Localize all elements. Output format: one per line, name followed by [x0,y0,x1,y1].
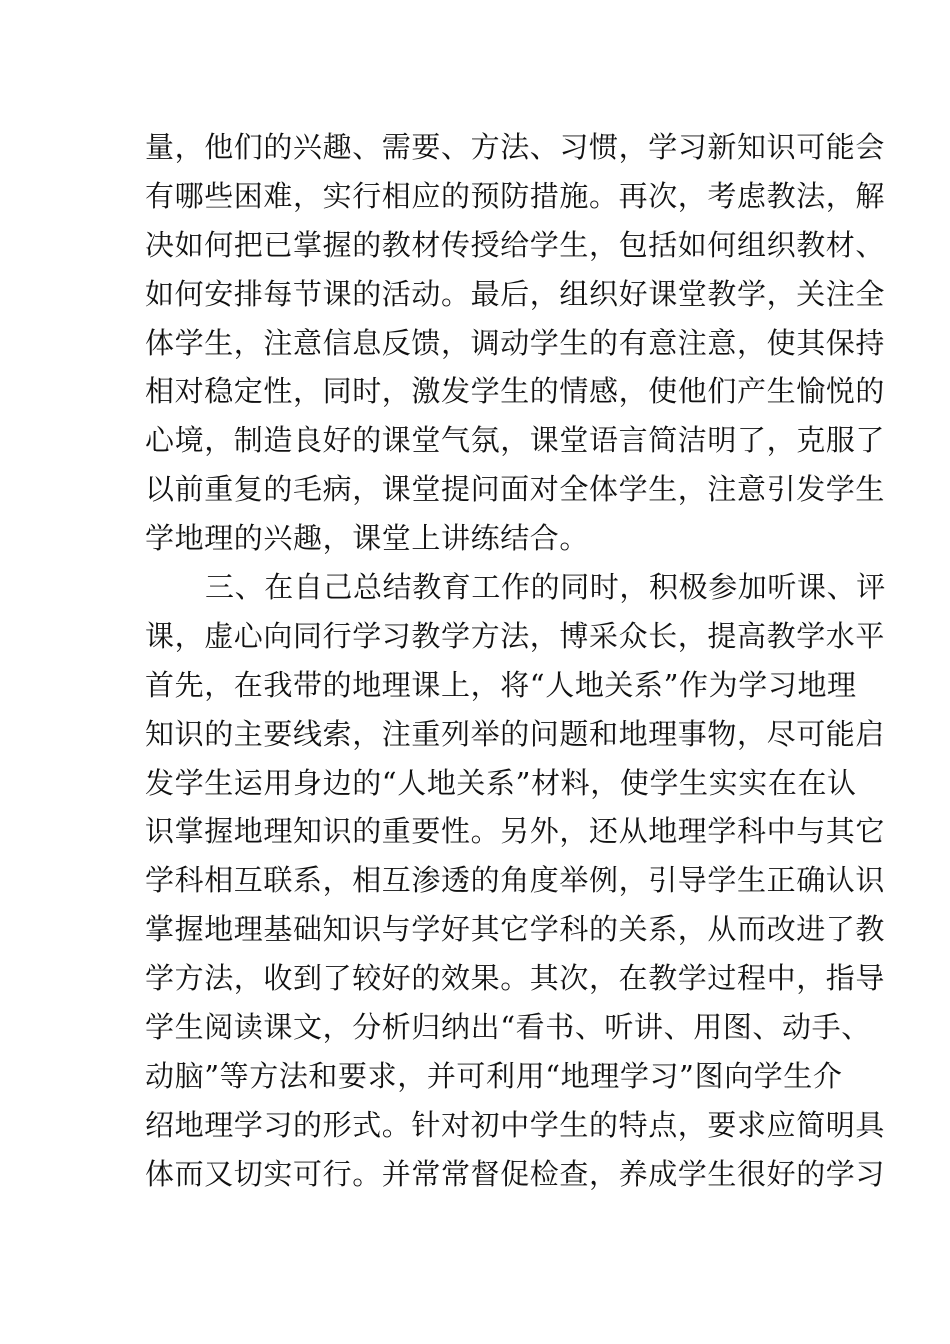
text-line-8: 以前重复的毛病，课堂提问面对全体学生，注意引发学生 [145,472,886,507]
text-line-14: 发学生运用身边的“人地关系”材料，使学生实实在在认 [145,765,857,800]
text-line-7: 心境，制造良好的课堂气氛，课堂语言简洁明了，克服了 [145,423,886,458]
text-line-15: 识掌握地理知识的重要性。另外，还从地理学科中与其它 [145,814,886,849]
text-line-21: 绍地理学习的形式。针对初中学生的特点，要求应简明具 [145,1107,886,1142]
paragraph-three-start: 三、在自己总结教育工作的同时，积极参加听课、评 [205,570,886,605]
body-text [145,123,886,1199]
text-line-13: 知识的主要线索，注重列举的问题和地理事物，尽可能启 [145,716,886,751]
text-line-1: 量，他们的兴趣、需要、方法、习惯，学习新知识可能会 [145,130,886,164]
text-line-9: 学地理的兴趣，课堂上讲练结合。 [145,521,590,556]
text-line-11: 课，虚心向同行学习教学方法，博采众长，提高教学水平 [145,618,886,653]
text-line-4: 如何安排每节课的活动。最后，组织好课堂教学，关注全 [145,276,886,311]
text-line-12: 首先，在我带的地理课上，将“人地关系”作为学习地理 [145,667,857,702]
text-line-20: 动脑”等方法和要求，并可利用“地理学习”图向学生介 [145,1058,843,1093]
text-line-5: 体学生，注意信息反馈，调动学生的有意注意，使其保持 [145,325,886,360]
text-line-22: 体而又切实可行。并常常督促检查，养成学生很好的学习 [145,1156,886,1191]
text-line-17: 掌握地理基础知识与学好其它学科的关系，从而改进了教 [145,912,886,947]
text-line-19: 学生阅读课文，分析归纳出“看书、听讲、用图、动手、 [145,1010,871,1045]
text-line-3: 决如何把已掌握的教材传授给学生，包括如何组织教材、 [145,227,886,262]
text-line-18: 学方法，收到了较好的效果。其次，在教学过程中，指导 [145,961,886,996]
text-line-6: 相对稳定性，同时，激发学生的情感，使他们产生愉悦的 [145,374,886,409]
text-line-2: 有哪些困难，实行相应的预防措施。再次，考虑教法，解 [145,178,886,213]
text-line-16: 学科相互联系，相互渗透的角度举例，引导学生正确认识 [145,863,886,898]
